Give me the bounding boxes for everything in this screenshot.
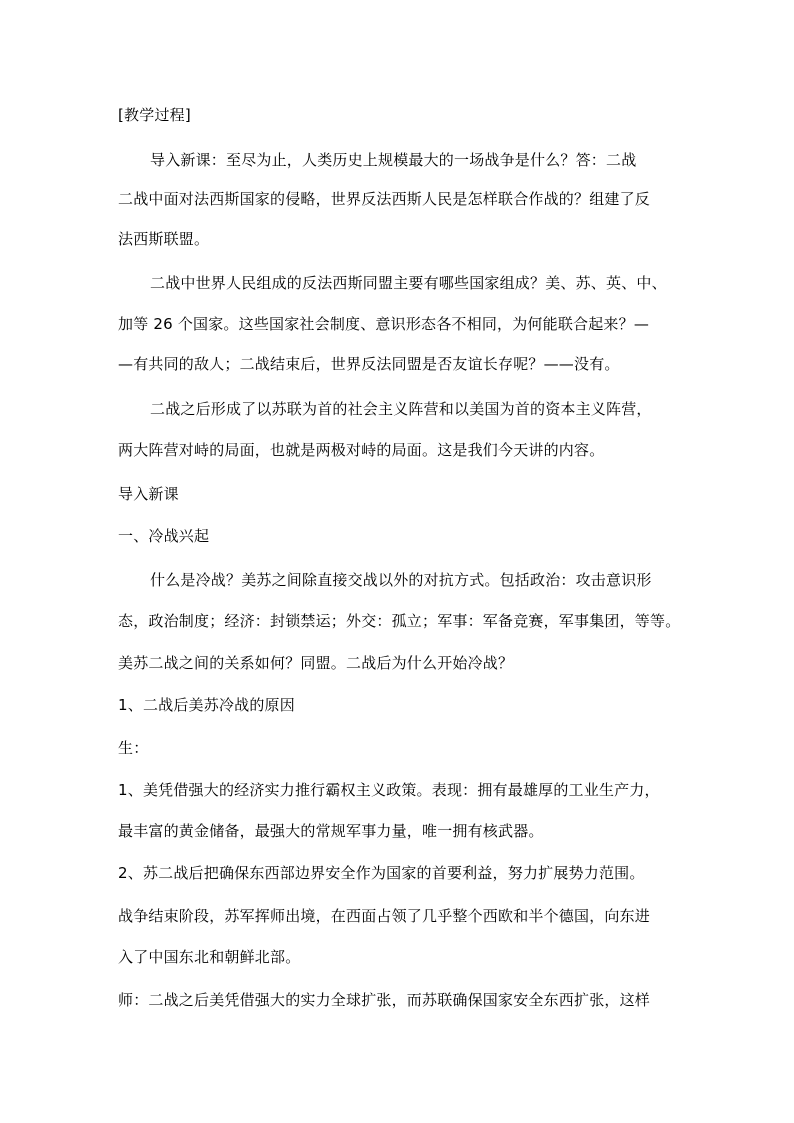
paragraph-line: 1、美凭借强大的经济实力推行霸权主义政策。表现：拥有最雄厚的工业生产力， (118, 781, 660, 799)
paragraph-line: 态，政治制度；经济：封锁禁运；外交：孤立；军事：军备竞赛，军事集团，等等。 (118, 612, 681, 630)
paragraph-line: 二战之后形成了以苏联为首的社会主义阵营和以美国为首的资本主义阵营， (150, 400, 652, 418)
paragraph-line: 法西斯联盟。 (118, 230, 210, 248)
paragraph-line: 2、苏二战后把确保东西部边界安全作为国家的首要利益，努力扩展势力范围。 (118, 864, 645, 882)
section-heading: [教学过程] (118, 106, 191, 124)
paragraph-line: 师：二战之后美凭借强大的实力全球扩张，而苏联确保国家安全东西扩张，这样 (118, 991, 651, 1009)
paragraph-line: —有共同的敌人；二战结束后，世界反法同盟是否友谊长存呢？——没有。 (118, 355, 620, 373)
paragraph-line: 最丰富的黄金储备，最强大的常规军事力量，唯一拥有核武器。 (118, 822, 544, 840)
subheading: 一、冷战兴起 (118, 527, 210, 545)
paragraph-line: 入了中国东北和朝鲜北部。 (118, 948, 301, 966)
subheading: 导入新课 (118, 485, 179, 503)
subheading: 1、二战后美苏冷战的原因 (118, 696, 295, 714)
paragraph-line: 加等 26 个国家。这些国家社会制度、意识形态各不相同，为何能联合起来？— (118, 315, 650, 333)
paragraph-line: 二战中世界人民组成的反法西斯同盟主要有哪些国家组成？美、苏、英、中、 (150, 274, 667, 292)
paragraph-line: 美苏二战之间的关系如何？同盟。二战后为什么开始冷战？ (118, 654, 514, 672)
paragraph-line: 什么是冷战？美苏之间除直接交战以外的对抗方式。包括政治：攻击意识形 (150, 571, 652, 589)
paragraph-line: 生： (118, 739, 149, 757)
paragraph-line: 战争结束阶段，苏军挥师出境，在西面占领了几乎整个西欧和半个德国，向东进 (118, 907, 651, 925)
paragraph-line: 二战中面对法西斯国家的侵略，世界反法西斯人民是怎样联合作战的？组建了反 (118, 190, 651, 208)
paragraph-line: 导入新课：至尽为止，人类历史上规模最大的一场战争是什么？答：二战 (150, 151, 637, 169)
paragraph-line: 两大阵营对峙的局面，也就是两极对峙的局面。这是我们今天讲的内容。 (118, 441, 605, 459)
